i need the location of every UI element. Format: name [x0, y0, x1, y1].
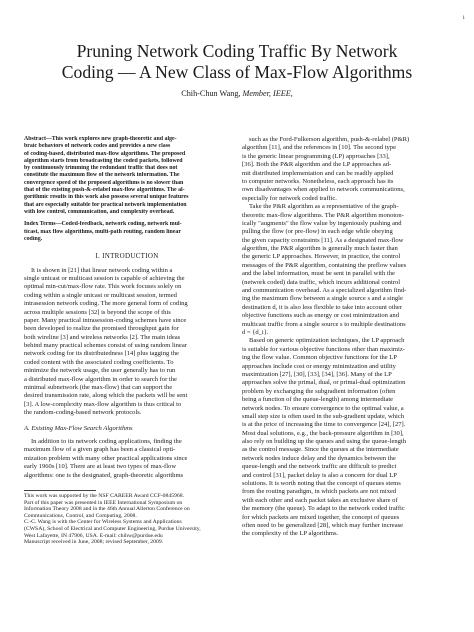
footnote-rule — [24, 490, 96, 491]
text-line: In addition to its network coding applications, finding the — [31, 438, 182, 445]
text-line: objective functions such as energy or cost minimization and — [242, 312, 399, 320]
page-number: 1 — [462, 16, 465, 21]
text-line: algorithm, the P&R algorithm is generally much faster than — [242, 245, 398, 253]
text-line: braic behaviors of network codes and provides a new class — [24, 143, 171, 150]
body-paragraph — [242, 337, 448, 538]
text-line: ically "augments" the flow value by ingeniously pushing and — [242, 219, 402, 227]
text-line: Communications, Control, and Computing, 2008. — [24, 512, 137, 519]
text-line: mization problem with many other practical applications since — [24, 454, 188, 462]
text-line: messages of the P&R algorithm, containing the preflow values — [242, 261, 407, 269]
text-line: early 1960s [10]. There are at least two types of max-flow — [24, 463, 177, 471]
text-line: (CWSA), School of Electrical and Computer Engineering, Purdue University, — [24, 525, 201, 532]
text-line: maximization [27], [30], [33], [34], [36]. Many of the LP — [242, 370, 392, 378]
text-line: across multiple sessions [32] is beyond the scope of this — [24, 308, 171, 316]
text-line: convergence speed of the proposed algorithms is no slower than — [24, 179, 184, 186]
text-line: minimize the network usage, the user generally has to run — [24, 367, 176, 375]
subsection-heading: A. Existing Max-Flow Search Algorithms — [24, 424, 133, 432]
text-line: is at the price of increasing the time to convergence [24], [27]. — [242, 421, 406, 429]
text-line: and the label information, must be sent in parallel with the — [242, 270, 395, 278]
title-line: Pruning Network Coding Traffic By Network — [76, 41, 398, 61]
body-paragraph — [242, 203, 448, 337]
text-line: pulling the flow (or pre-flow) in each edge while obeying — [242, 228, 393, 236]
text-line: multicast traffic from a single source s to multiple destinations — [242, 320, 406, 328]
text-line: for which packets are mixed together, the concept of queues — [242, 513, 400, 521]
text-line: to computer networks. Nonetheless, each approach has its — [242, 177, 394, 185]
text-line: behind many practical schemes consist of using random linear — [24, 342, 187, 350]
text-line: being a function of the queue-length) among intermediate — [242, 396, 394, 404]
text-line: queue-length and the network traffic are difficult to predict — [242, 463, 397, 471]
text-line: Index Terms—Coded-feedback, network coding, network mul- — [24, 221, 182, 228]
paper-title — [0, 41, 474, 83]
text-line: mit distributed implementation and can be readily applied — [242, 169, 394, 177]
text-line: This work was supported by the NSF CAREER Award CCF-0845968. — [24, 492, 184, 499]
text-line: network coding for its distributedness [14] plus tagging the — [24, 350, 179, 358]
left-column — [24, 136, 230, 546]
text-line: own disadvantages when applied to network communications, — [242, 186, 405, 194]
text-line: problem by exchanging the subgradient information (often — [242, 387, 396, 395]
text-line: with each other and each packet takes an exclusive share of — [242, 496, 398, 504]
text-line: coding. — [24, 235, 43, 242]
text-line: a distributed max-flow algorithm in order to search for the — [24, 375, 177, 383]
text-line: destination d, it is also less flexible to take into account other — [242, 303, 402, 311]
text-line: approaches include cost or energy minimization and utility — [242, 362, 396, 370]
body-paragraph — [242, 136, 448, 203]
footnote — [24, 493, 230, 546]
intro-paragraph — [24, 267, 230, 418]
text-line: been developed to realize the promised throughput gain for — [24, 325, 179, 333]
author-role: Member, IEEE, — [242, 89, 293, 98]
text-line: Abstract—This work explores new graph-theoretic and alge- — [24, 136, 177, 142]
text-line: coded content with the associated coding coefficients. To — [24, 358, 174, 366]
text-line: as the control message. Since the queues at the intermediate — [242, 446, 399, 454]
text-line: by continuously trimming the redundant traffic that does not — [24, 165, 178, 172]
text-line: [3]. A low-complexity max-flow algorithm is thus critical to — [24, 400, 182, 408]
intro-paragraph — [24, 438, 230, 480]
text-line: algorithms: one is the designated, graph-theoretic algorithms — [24, 471, 184, 479]
text-line: Part of this paper was presented in IEEE International Symposium on — [24, 499, 183, 506]
text-line: of coding-based, distributed max-flow algorithms. The proposed — [24, 150, 186, 157]
title-line: Coding — A New Class of Max-Flow Algorithms — [61, 62, 413, 82]
text-line: intrasession network coding. The more general form of coding — [24, 300, 188, 308]
text-line: solutions. It is worth noting that the concept of queues stems — [242, 480, 401, 488]
text-line: and control [31], packet delay is also a concern for dual LP — [242, 471, 397, 479]
text-line: the random-coding-based network protocols. — [24, 409, 142, 417]
text-line: the memory (the queue). To adapt to the network coded traffic — [242, 505, 405, 513]
text-line: and communication overhead. As a specialized algorithm find- — [242, 287, 407, 295]
text-line: that of the existing push-&-relabel max-flow algorithms. The al- — [24, 187, 185, 194]
author-line — [0, 89, 474, 98]
text-line: constitute the maximum flow of the network information. The — [24, 172, 180, 179]
text-line: with low control, communication, and complexity overhead. — [24, 208, 175, 215]
text-line: paper. Many practical intrasession-coding schemes have since — [24, 316, 187, 324]
text-line: both wireline [3] and wireless networks [2]. The main ideas — [24, 333, 181, 341]
text-line: ticast, max flow algorithms, multi-path routing, random linear — [24, 228, 181, 235]
text-line: small step size is often used in the sub-gradient update, which — [242, 412, 404, 420]
text-line: It is shown in [21] that linear network coding within a — [31, 266, 173, 274]
text-line: also rely on building up the queues and using the queue-length — [242, 438, 407, 446]
index-terms — [24, 221, 230, 243]
section-heading: I. INTRODUCTION — [95, 252, 159, 261]
text-line: algorithm [11], and the references in [10]. The second type — [242, 144, 396, 152]
text-line: network nodes induce delay and the dynamics between the — [242, 454, 396, 462]
text-line: Based on generic optimization techniques, the LP approach — [249, 337, 405, 345]
text-line: approaches solve the primal, dual, or primal-dual optimization — [242, 379, 406, 387]
text-line: the generic LP approaches. However, in practice, the control — [242, 253, 401, 261]
text-line: is suitable for various objective functions other than maximiz- — [242, 345, 405, 353]
text-line: optimal min-cut/max-flow rate. This work focuses solely on — [24, 283, 182, 291]
text-line: coding within a single unicast or multicast session, termed — [24, 291, 177, 299]
text-line: the given capacity constraints [11]. As a designated max-flow — [242, 236, 404, 244]
text-line: from the routing paradigm, in which packets are not mixed — [242, 488, 397, 496]
text-line: network nodes. To ensure convergence to the optimal value, a — [242, 404, 404, 412]
text-line: theoretic max-flow algorithms. The P&R algorithm monoton- — [242, 211, 404, 219]
text-line: maximum flow of a given graph has been a classical opti- — [24, 446, 176, 454]
text-line: ing the maximum flow between a single source s and a single — [242, 295, 403, 303]
right-column — [242, 136, 448, 539]
text-line: Take the P&R algorithm as a representative of the graph- — [249, 203, 399, 211]
text-line: gorithmic results in this work also possess several unique features — [24, 194, 189, 201]
text-line: Manuscript received in June, 2008; revised September, 2009. — [24, 539, 164, 546]
text-line: ing the flow value. Common objective functions for the LP — [242, 354, 397, 362]
text-line: the complexity of the LP algorithms. — [242, 530, 339, 538]
text-line: West Lafayette, IN 47906, USA. E-mail: chihw@purdue.edu — [24, 532, 163, 539]
text-line: algorithm starts from broadcasting the coded packets, followed — [24, 157, 183, 164]
text-line: minimal subnetwork (the max-flow) that can support the — [24, 384, 173, 392]
text-line: especially for network coded traffic. — [242, 194, 337, 202]
text-line: single unicast or multicast session is capable of achieving the — [24, 274, 185, 282]
text-line: [36]. Both the P&R algorithm and the LP approaches ad- — [242, 161, 392, 169]
abstract — [24, 136, 230, 216]
text-line: Most dual solutions, e.g., the back-pressure algorithm in [30], — [242, 429, 404, 437]
text-line: Information Theory 2008 and in the 46th Annual Allerton Conference on — [24, 506, 190, 513]
text-line: such as the Ford-Fulkerson algorithm, push-&-relabel (P&R) — [249, 136, 410, 143]
text-line: often need to be generalized [28], which may further increase — [242, 521, 404, 529]
author-name: Chih-Chun Wang, — [181, 89, 241, 98]
text-line: d = {d_i}. — [242, 328, 269, 336]
text-line: that are especially suitable for practical network implementation — [24, 201, 187, 208]
text-line: C.-C. Wang is with the Center for Wireless Systems and Applications — [24, 519, 182, 526]
text-line: is the generic linear programming (LP) approaches [33], — [242, 152, 390, 160]
text-line: desired transmission rate, along which the packets will be sent — [24, 392, 188, 400]
text-line: (network coded) data traffic, which incurs additional control — [242, 278, 401, 286]
